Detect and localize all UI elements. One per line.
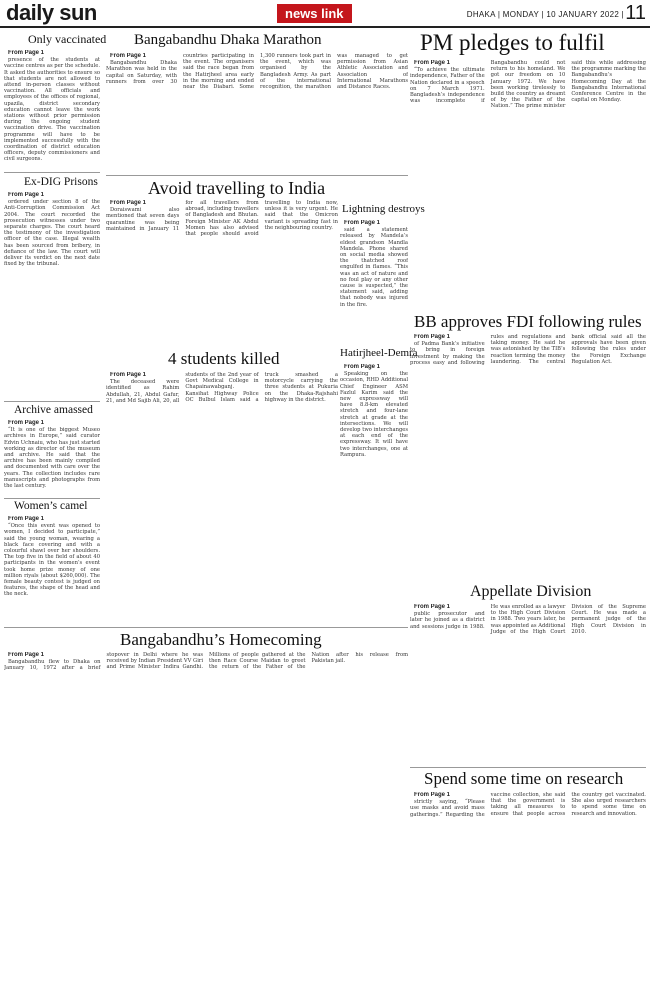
story-body: Bangabandhu flew to Dhaka on January 10, 1972 after a brief stopover in Delhi where he was received by Indian President VV Giri and Prime Minister Indira Gandhi. Millions of people gathered at the then Race Course Maidan to greet the return of the Father of the Nation after his release from Pakistan jail. xyxy=(4,652,408,672)
headline-appellate: Appellate Division xyxy=(470,583,592,600)
story-body: Bangabandhu Dhaka Marathon was held in the capital on Saturday, with runners from over 30 countries participating in the event. The organisers said the race began from the Hatirjheel area early in the morning and ended near the Diabari. Some 1,300 runners took part in the event, which was organised by the Bangladesh Army. As part of the international recognition, the marathon was managed to get permission from Asian Athletic Association and Association of International Marathons and Distance Races. xyxy=(106,53,408,91)
story-kicker: From Page 1 xyxy=(8,516,45,522)
story-body: Doraiswami also mentioned that seven days quarantine was being maintained in January 11 for all travellers from abroad, including travellers of Bangladesh and Bhutan. Foreign Minister AK Abdul Momen has also advised that people should avoid travelling to India now, unless it is very urgent. He said that the Omicron variant is spreading fast in the neighbouring country. xyxy=(106,200,338,238)
newspaper-logo: daily sun xyxy=(6,0,97,25)
story-body: strictly saying, “Please use masks and avoid mass gatherings.” Regarding the vaccine collection, she said that the government is taking all measures to ensure that people across the country get vaccinated. She also urged researchers to spend some time on research and innovation. xyxy=(410,792,646,818)
story-kicker: From Page 1 xyxy=(8,652,45,658)
headline-pm: PM pledges to fulfil xyxy=(420,30,605,55)
story-lightning xyxy=(340,220,408,345)
story-kicker: From Page 1 xyxy=(414,604,451,610)
story-kicker: From Page 1 xyxy=(414,334,451,340)
story-kicker: From Page 1 xyxy=(414,792,451,798)
masthead xyxy=(0,0,650,28)
headline-homecoming: Bangabandhu’s Homecoming xyxy=(120,630,322,649)
story-body: said a statement released by Mandela’s eldest grandson Mandla Mandela. Phone shared on social media showed the thatched roof engulfed in flames. “This was an act of nature and no foul play or any other cause is suspected,” the statement said, adding that nobody was injured in the fire. xyxy=(340,227,408,308)
story-avoid-india xyxy=(106,200,338,345)
headline-only-vaccinated: Only vaccinated xyxy=(28,32,107,46)
story-body: presence of the students at vaccine centres as per the schedule. It asked the authorities to ensure so that students are not allowed to attend in-person classes without vaccination. All officials and employees of the offices of regional, upazila, district secondary education cannot leave the work stations without prior permission during the ongoing student vaccination drive. The vaccination programme will have to be implemented successfully with the coordination of district education officers, deputy commissioners and civil surgeons. xyxy=(4,57,100,163)
story-pm xyxy=(410,60,646,308)
headline-ex-dig: Ex-DIG Prisons xyxy=(24,176,98,188)
story-kicker: From Page 1 xyxy=(344,220,381,226)
story-ex-dig xyxy=(4,192,100,397)
story-kicker: From Page 1 xyxy=(110,53,147,59)
story-appellate xyxy=(410,604,646,764)
headline-hatirjheel: Hatirjheel-Demra xyxy=(340,347,418,359)
story-homecoming xyxy=(4,652,408,980)
story-body: public prosecutor and later he joined as a district and sessions judge in 1988. He was enrolled as a lawyer to the High Court Division in 1988. Two years later, he was appointed as Additional Judge of the High Court Division of the Supreme Court. He was made a permanent judge of the High Court Division in 2010. xyxy=(410,604,646,635)
headline-spend-time: Spend some time on research xyxy=(424,769,624,788)
story-archive xyxy=(4,420,100,495)
story-kicker: From Page 1 xyxy=(8,192,45,198)
headline-fdi: BB approves FDI following rules xyxy=(414,312,642,331)
story-kicker: From Page 1 xyxy=(110,200,147,206)
story-body: “It is one of the biggest Museo archives in Europe,” said curator Edvin Uchnaiu, who has just started working as director of the museum and archive. He said that the archive has been mainly compiled and documented with care over the years. The collection includes rare manuscripts and photographs from the last century. xyxy=(4,427,100,490)
story-kicker: From Page 1 xyxy=(414,60,451,66)
headline-marathon: Bangabandhu Dhaka Marathon xyxy=(134,32,322,48)
story-body: The deceased were identified as Rahim Abdullah, 21, Abdul Gafur, 21, and Md Sajib Ali, 20, all students of the 2nd year of Govt Medical College in Chapainawabganj. Kansihat Highway Police OC Bulbul Islam said a truck smashed a motorcycle carrying the three students at Pukuria on the Dhaka-Rajshahi highway in the district. xyxy=(106,372,338,404)
headline-lightning: Lightning destroys xyxy=(342,203,425,215)
headline-avoid-india: Avoid travelling to India xyxy=(148,178,326,198)
story-marathon xyxy=(106,53,408,171)
story-kicker: From Page 1 xyxy=(8,50,45,56)
story-body: “To achieve the ultimate independence, Father of the Nation declared in a speech on 7 March 1971. Bangladesh’s independence was incomplete if Bangabandhu could not return to his homeland. We got our freedom on 10 January 1972. We have been working tirelessly to build the country as dreamt of by the Father of the Nation.” The prime minister said this while addressing the programme marking the Bangabandhu’s Homecoming Day at the Bangabandhu International Conference Centre in the capital on Monday. xyxy=(410,60,646,110)
story-kicker: From Page 1 xyxy=(8,420,45,426)
section-label: news link xyxy=(277,4,352,23)
page-number: 11 xyxy=(625,2,646,24)
story-only-vaccinated xyxy=(4,50,100,168)
story-body: “Once this event was opened to women, I decided to participate,” said the young woman, wearing a black face covering and with a colourful shawl over her shoulders. The top five in the field of about 40 participants in the women’s event took home prize money of one million riyals (about $260,000). The female beauty contest is judged on features, the shape of the head and the neck. xyxy=(4,523,100,598)
story-students-killed xyxy=(106,372,338,622)
story-body: ordered under section 8 of the Anti-Corruption Commission Act 2004. The court recorded the prosecution witnesses under two separate charges. The court heard the testimony of the investigation officer of the case. Illegal wealth has been sourced from bribery, in defiance of the law. The court will deliver its verdict on the next date fixed by the tribunal. xyxy=(4,199,100,268)
story-kicker: From Page 1 xyxy=(110,372,147,378)
story-hatirjheel xyxy=(340,364,408,554)
story-fdi xyxy=(410,334,646,580)
story-body: of Padma Bank’s initiative to bring in foreign investment by making the process easy and following rules and regulations and taking money. He said he was astonished by the TIB’s reaction terming the money laundering. The central bank official said all the approvals have been given following the rules under the Foreign Exchange Regulation Act. xyxy=(410,334,646,366)
headline-archive: Archive amassed xyxy=(14,404,93,416)
story-spend-time xyxy=(410,792,646,980)
story-womens-camel xyxy=(4,516,100,622)
issue-date: DHAKA | MONDAY | 10 JANUARY 2022 | xyxy=(466,10,624,19)
story-kicker: From Page 1 xyxy=(344,364,381,370)
headline-students-killed: 4 students killed xyxy=(168,349,280,368)
headline-womens-camel: Women’s camel xyxy=(14,500,88,512)
story-body: Speaking on the occasion, RHD Additional Chief Engineer ASM Fazlul Karim said the new expressway will have 8.8-km elevated stretch and four-lane stretch at grade at the intersections. We will develop two interchanges at each end of the expressway. It will have two interchanges, one at Rampura. xyxy=(340,371,408,458)
